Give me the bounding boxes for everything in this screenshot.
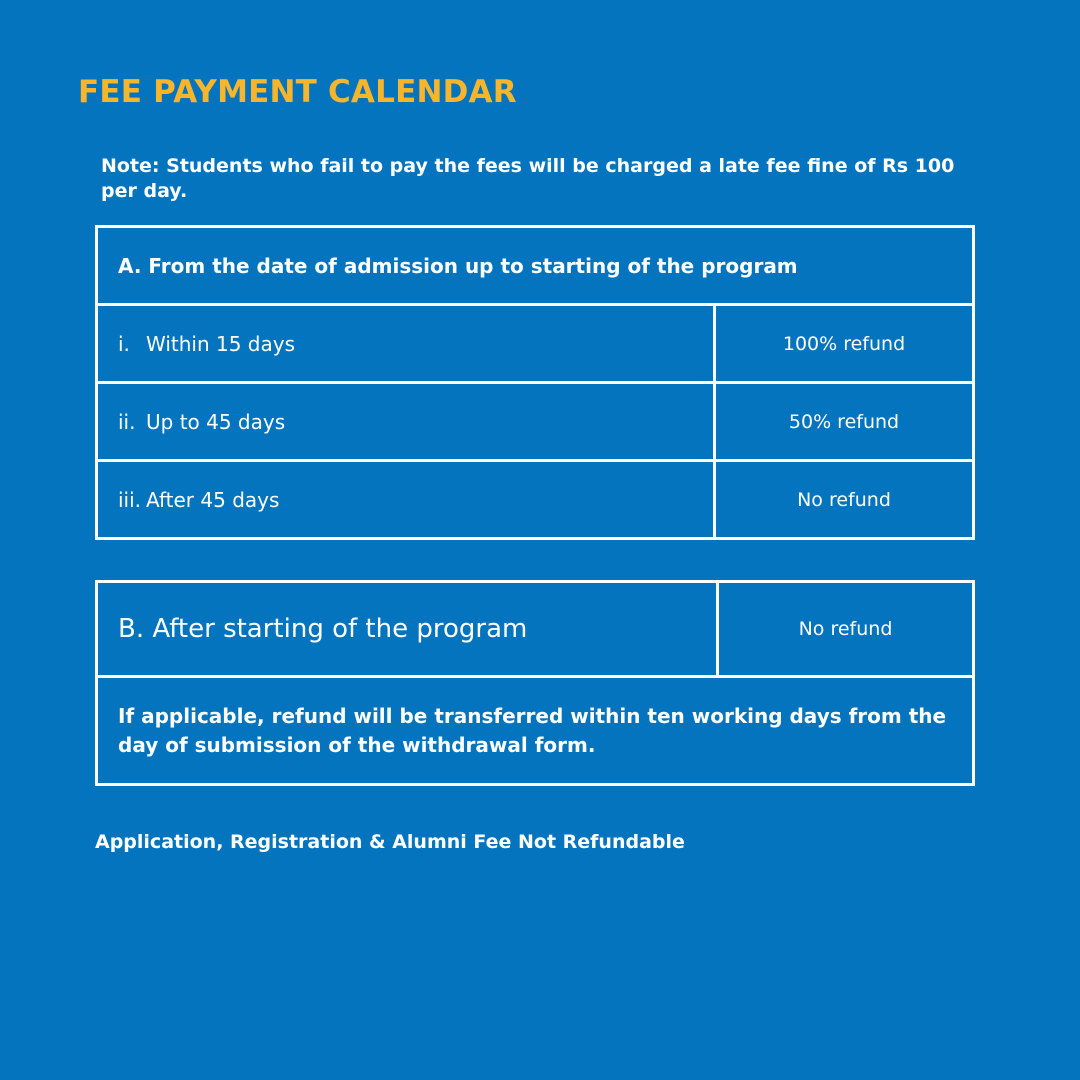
row-value: No refund xyxy=(715,461,974,539)
section-b-value: No refund xyxy=(718,582,974,677)
row-value: 100% refund xyxy=(715,305,974,383)
refund-table-b xyxy=(95,580,975,786)
table-row xyxy=(97,305,974,383)
row-label-cell xyxy=(97,383,715,461)
row-value: 50% refund xyxy=(715,383,974,461)
row-number: i. xyxy=(118,331,130,356)
row-label: Up to 45 days xyxy=(146,409,286,434)
row-number: iii. xyxy=(118,487,142,512)
non-refundable-note: Application, Registration & Alumni Fee Not Refundable xyxy=(95,831,685,853)
refund-info-text: If applicable, refund will be transferred within ten working days from the day of submission of the withdrawal form. xyxy=(97,677,974,785)
section-b-row xyxy=(97,582,974,677)
page-title: FEE PAYMENT CALENDAR xyxy=(78,74,517,110)
late-fee-note: Note: Students who fail to pay the fees will be charged a late fee fine of Rs 100 per day. xyxy=(101,155,955,202)
row-number: ii. xyxy=(118,409,136,434)
table-row xyxy=(97,461,974,539)
refund-table-a xyxy=(95,225,975,540)
table-row xyxy=(97,383,974,461)
row-label: Within 15 days xyxy=(146,331,296,356)
section-a-header-row xyxy=(97,227,974,305)
row-label-cell xyxy=(97,305,715,383)
row-label: After 45 days xyxy=(146,487,280,512)
row-label-cell xyxy=(97,461,715,539)
section-a-heading: A. From the date of admission up to starting of the program xyxy=(97,227,974,305)
refund-info-row xyxy=(97,677,974,785)
section-b-heading: B. After starting of the program xyxy=(97,582,718,677)
